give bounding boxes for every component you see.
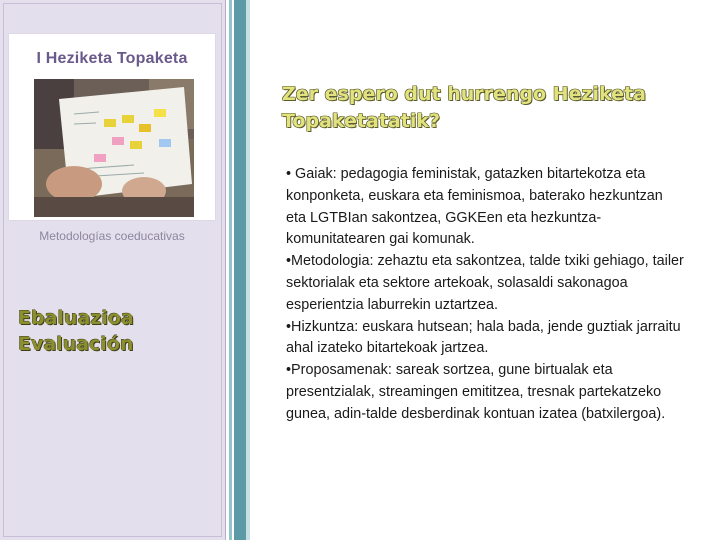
item-label: Metodologia:: [291, 253, 374, 270]
event-logo-card: [9, 34, 215, 243]
logo-title: I Heziketa Topaketa: [36, 50, 188, 67]
bullet: •: [286, 253, 292, 270]
item-text: sareak sortzea, gune birtualak eta presentzialak, streamingen emititzea, tresnak partekatzeko gunea, adin-talde desberdinak kontuan izatea (batxilergoa).: [286, 362, 666, 422]
workshop-photo: [34, 79, 194, 217]
decorative-stripes: [226, 0, 254, 540]
slide-heading: [282, 81, 702, 135]
logo-subtitle: Metodologías coeducativas: [39, 229, 185, 243]
bullet: •: [286, 318, 292, 335]
evaluation-title: [18, 305, 218, 357]
list-item: [286, 317, 686, 361]
expectations-list: [286, 164, 686, 426]
item-text: pedagogia feministak, gatazken bitartekotza eta konponketa, euskara eta feminismoa, baterako hezkuntzan eta LGTBIan sakontzea, GGKEen eta hezkuntza-komunitatearen gai komunak.: [286, 166, 663, 248]
evaluation-title-basque: Ebaluazioa: [18, 307, 134, 329]
slide-heading-line-2: Topaketatatik?: [282, 110, 440, 132]
evaluation-title-spanish: Evaluación: [18, 333, 134, 355]
bullet: •: [286, 362, 292, 379]
bullet: •: [286, 166, 292, 182]
item-label: Hizkuntza:: [291, 318, 359, 335]
item-text: euskara hutsean; hala bada, jende guztiak jarraitu ahal izateko bitartekoak jartzea.: [286, 318, 681, 357]
list-item: [286, 251, 686, 316]
item-text: zehaztu eta sakontzea, talde txiki gehiago, tailer sektorialak eta sektore artekoak, solasaldi sakonagoa esperientzia laburrekin uztartzea.: [286, 253, 684, 313]
slide-heading-line-1: Zer espero dut hurrengo Heziketa: [282, 83, 646, 105]
list-item: [286, 360, 686, 425]
item-label: Gaiak:: [295, 166, 337, 182]
item-label: Proposamenak:: [291, 362, 392, 379]
list-item: [286, 164, 686, 251]
